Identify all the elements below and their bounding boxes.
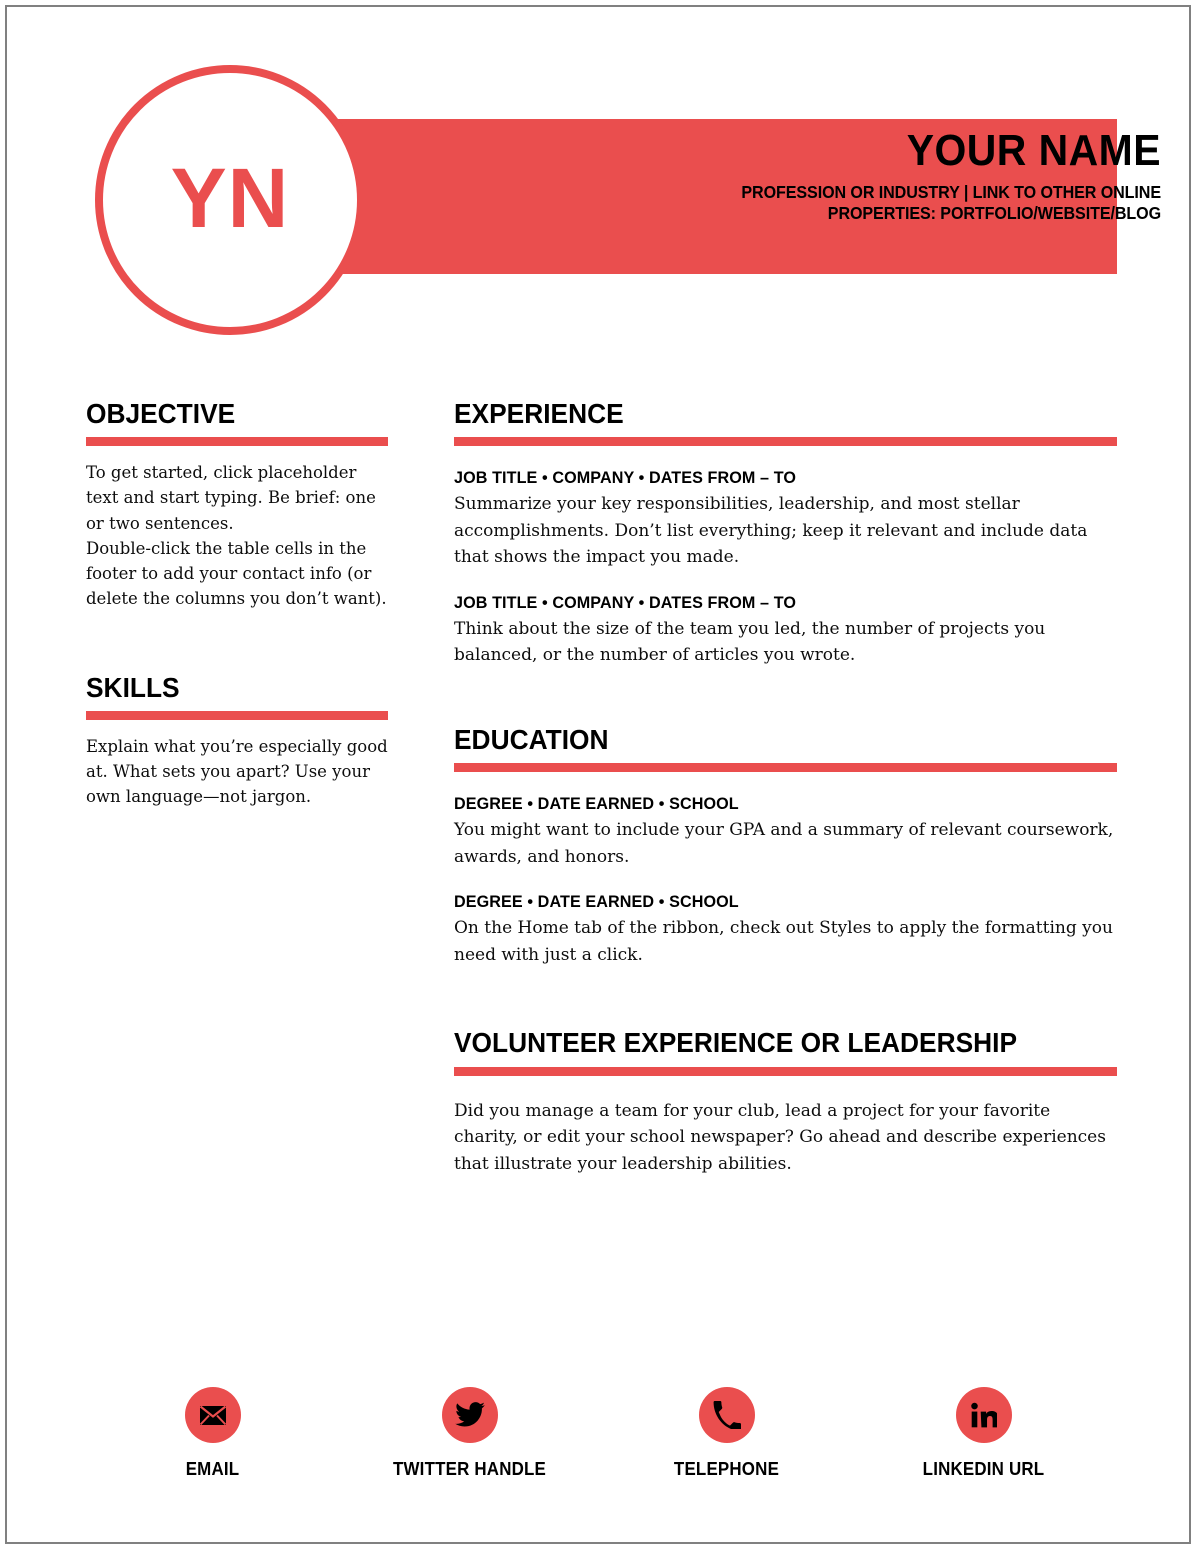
candidate-tagline-line-1[interactable]: PROFESSION OR INDUSTRY | LINK TO OTHER ONLINE	[741, 181, 1161, 202]
resume-header	[7, 7, 1189, 347]
volunteer-paragraph-1[interactable]: Did you manage a team for your club, lead a project for your favorite charity, or edit your school newspaper? Go ahead and describe experiences that illustrate your leadership abilities.	[454, 1100, 1106, 1174]
skills-paragraph-1[interactable]: Explain what you’re especially good at. What sets you apart? Use your own language—not jargon.	[86, 737, 388, 807]
footer-label-telephone: TELEPHONE	[673, 1459, 780, 1479]
experience-entry-body[interactable]: Summarize your key responsibilities, leadership, and most stellar accomplishments. Don’t list everything; keep it relevant and include data that shows the impact you made.	[454, 494, 1088, 568]
education-entry	[454, 892, 1117, 968]
footer-contact-telephone[interactable]	[598, 1387, 855, 1480]
education-entry-heading[interactable]: DEGREE • DATE EARNED • SCHOOL	[454, 794, 739, 814]
education-entry	[454, 794, 1117, 870]
section-rule-volunteer	[454, 1067, 1117, 1076]
header-text-block	[461, 125, 1161, 225]
education-entry-heading[interactable]: DEGREE • DATE EARNED • SCHOOL	[454, 892, 739, 912]
experience-entry	[454, 593, 1117, 669]
section-title-education: EDUCATION	[454, 723, 609, 755]
section-volunteer	[454, 1028, 1117, 1177]
footer-contact-email[interactable]	[84, 1387, 341, 1480]
left-column	[86, 399, 388, 809]
education-entry-body[interactable]: You might want to include your GPA and a summary of relevant coursework, awards, and honors.	[454, 820, 1114, 867]
section-rule-skills	[86, 711, 388, 720]
candidate-tagline-line-2[interactable]: PROPERTIES: PORTFOLIO/WEBSITE/BLOG	[827, 203, 1161, 224]
footer-contact-linkedin[interactable]	[855, 1387, 1112, 1480]
section-title-skills: SKILLS	[86, 671, 180, 703]
contact-footer	[7, 1387, 1189, 1480]
right-column	[454, 399, 1117, 1177]
section-rule-objective	[86, 437, 388, 446]
column-spacer	[454, 968, 1117, 1028]
section-objective	[86, 399, 388, 611]
monogram-badge[interactable]	[95, 65, 365, 335]
linkedin-icon[interactable]	[956, 1387, 1012, 1443]
objective-paragraph-2[interactable]: Double-click the table cells in the footer to add your contact info (or delete the columns you don’t want).	[86, 538, 387, 608]
phone-icon[interactable]	[699, 1387, 755, 1443]
monogram-initials: YN	[170, 151, 290, 245]
education-entry-body[interactable]: On the Home tab of the ribbon, check out Styles to apply the formatting you need with just a click.	[454, 918, 1113, 965]
section-title-objective: OBJECTIVE	[86, 398, 236, 429]
section-title-experience: EXPERIENCE	[454, 398, 624, 429]
twitter-bird-icon[interactable]	[442, 1387, 498, 1443]
footer-label-twitter: TWITTER HANDLE	[392, 1459, 547, 1479]
section-experience	[454, 399, 1117, 669]
section-rule-experience	[454, 437, 1117, 446]
section-education	[454, 725, 1117, 968]
section-skills	[86, 673, 388, 810]
section-rule-education	[454, 763, 1117, 772]
objective-paragraph-1[interactable]: To get started, click placeholder text and start typing. Be brief: one or two sentences.	[86, 463, 376, 533]
experience-entry-heading[interactable]: JOB TITLE • COMPANY • DATES FROM – TO	[454, 592, 797, 612]
envelope-icon[interactable]	[185, 1387, 241, 1443]
resume-page	[5, 5, 1191, 1544]
candidate-name[interactable]: YOUR NAME	[906, 126, 1161, 175]
experience-entry-body[interactable]: Think about the size of the team you led, the number of projects you balanced, or the number of articles you wrote.	[454, 618, 1046, 666]
section-title-volunteer: VOLUNTEER EXPERIENCE OR LEADERSHIP	[454, 1027, 1018, 1059]
column-spacer	[454, 669, 1117, 725]
footer-label-email: EMAIL	[185, 1459, 240, 1479]
experience-entry	[454, 468, 1117, 571]
footer-contact-twitter[interactable]	[341, 1387, 598, 1480]
footer-label-linkedin: LINKEDIN URL	[922, 1459, 1045, 1479]
column-spacer	[86, 611, 388, 673]
experience-entry-heading[interactable]: JOB TITLE • COMPANY • DATES FROM – TO	[454, 468, 797, 488]
